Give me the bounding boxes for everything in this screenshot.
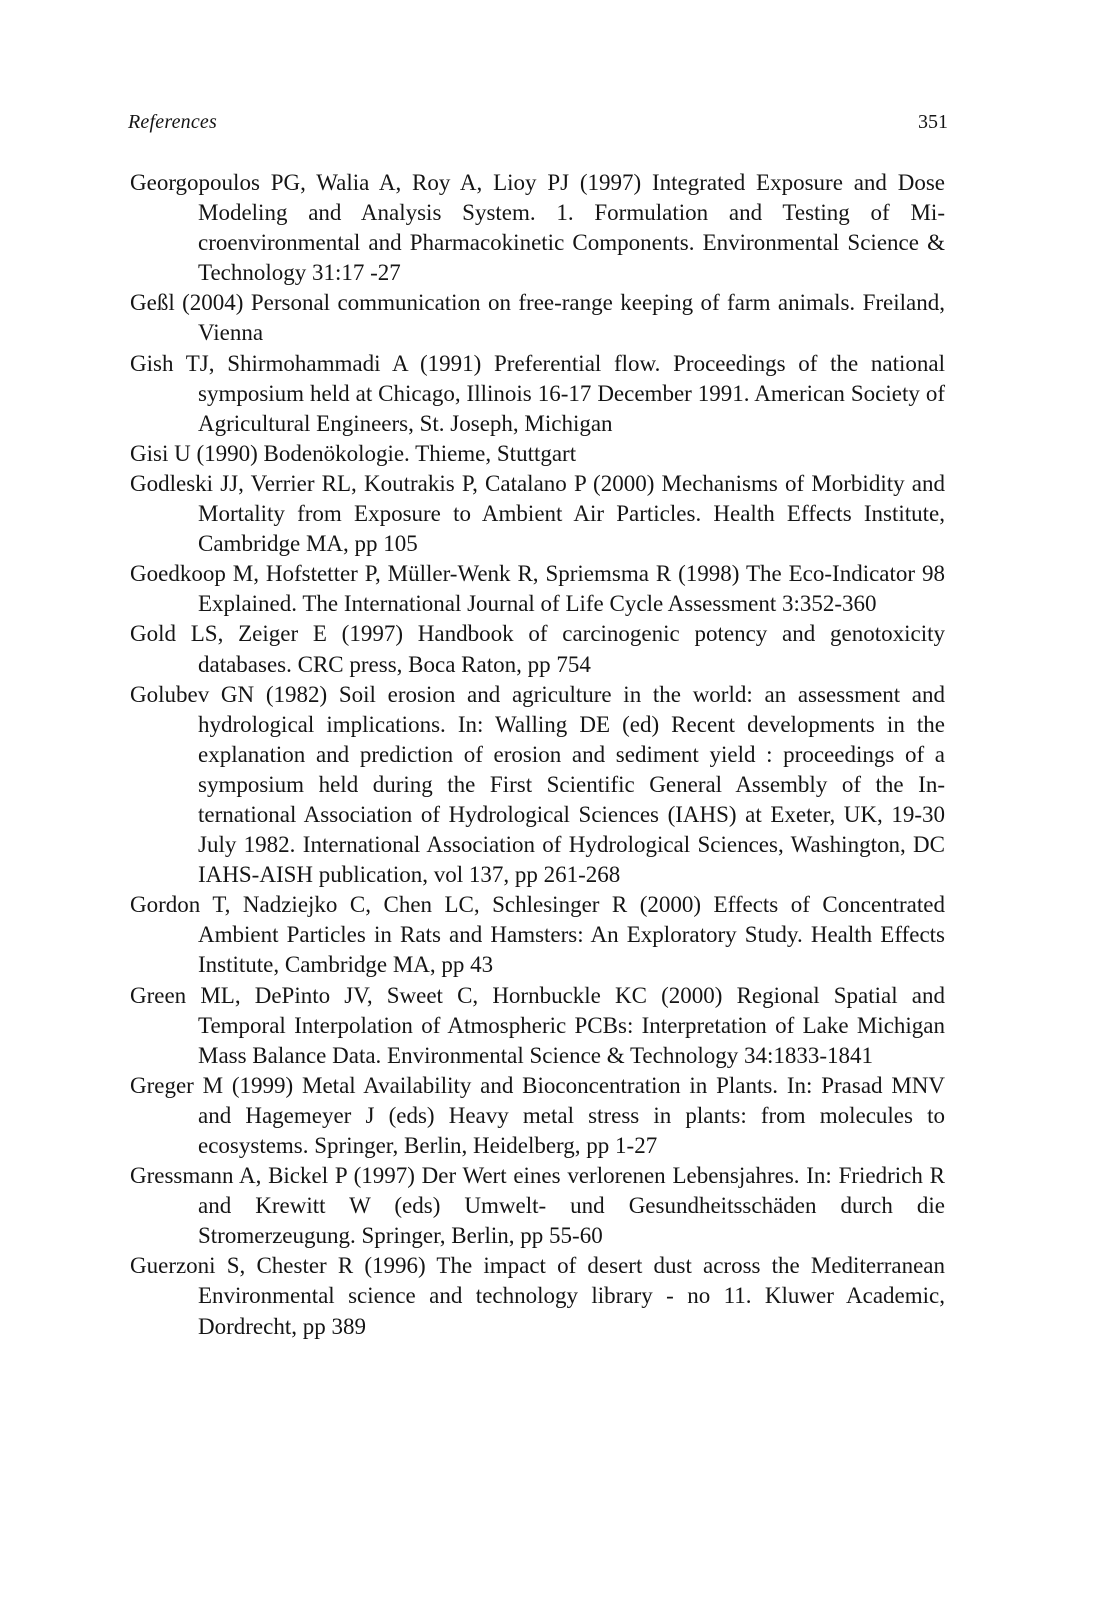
reference-entry: Guerzoni S, Chester R (1996) The impact of desert dust across the Mediterranean Environmental science and technology library - no 11. Kluwer Academic, Dordrecht, pp 389 xyxy=(130,1253,945,1339)
reference-entry: Gish TJ, Shirmohammadi A (1991) Preferential flow. Proceedings of the national symposium held at Chicago, Illinois 16-17 December 1991. American Society of Agricultural Engineers, St. Joseph, Michigan xyxy=(130,350,945,436)
running-header xyxy=(128,111,948,143)
reference-entry: Goedkoop M, Hofstetter P, Müller-Wenk R, Spriemsma R (1998) The Eco-Indicator 98 Explained. The International Journal of Life Cycle Assessment 3:352-360 xyxy=(130,561,945,617)
running-title: References xyxy=(128,111,217,133)
reference-entry: Gressmann A, Bickel P (1997) Der Wert eines verlorenen Lebensjahres. In: Friedrich R and Krewitt W (eds) Umwelt- und Gesundheitsschäden durch die Stromerzeugung. Springer, Berlin, pp 55-60 xyxy=(130,1163,945,1249)
reference-entry: Golubev GN (1982) Soil erosion and agriculture in the world: an assessment and hydrological implications. In: Walling DE (ed) Recent developments in the explanation and prediction of erosion and sediment yield : proceedings of a symposium held during the First Scientific General Assembly of the International Association of Hydrological Sciences (IAHS) at Exeter, UK, 19-30 July 1982. International Association of Hydrological Sciences, Washington, DC IAHS-AISH publication, vol 137, pp 261-268 xyxy=(130,681,945,888)
reference-entry: Geßl (2004) Personal communication on free-range keeping of farm animals. Freiland, Vienna xyxy=(130,290,945,346)
reference-entry: Gordon T, Nadziejko C, Chen LC, Schlesinger R (2000) Effects of Concentrated Ambient Particles in Rats and Hamsters: An Exploratory Study. Health Effects Institute, Cambridge MA, pp 43 xyxy=(130,892,945,978)
reference-entry: Gold LS, Zeiger E (1997) Handbook of carcinogenic potency and genotoxicity databases. CRC press, Boca Raton, pp 754 xyxy=(130,621,945,677)
reference-list xyxy=(130,168,945,1342)
reference-entry: Greger M (1999) Metal Availability and Bioconcentration in Plants. In: Prasad MNV and Hagemeyer J (eds) Heavy metal stress in plants: from molecules to ecosystems. Springer, Berlin, Heidelberg, pp 1-27 xyxy=(130,1072,945,1158)
reference-entry: Green ML, DePinto JV, Sweet C, Hornbuckle KC (2000) Regional Spatial and Temporal Interpolation of Atmospheric PCBs: Interpretation of Lake Michigan Mass Balance Data. Environmental Science & Technology 34:1833-1841 xyxy=(130,982,945,1068)
page-number: 351 xyxy=(918,111,948,133)
reference-entry: Gisi U (1990) Bodenökologie. Thieme, Stuttgart xyxy=(130,440,577,466)
reference-entry: Georgopoulos PG, Walia A, Roy A, Lioy PJ (1997) Integrated Exposure and Dose Modeling and Analysis System. 1. Formulation and Testing of Microenvironmental and Pharmacokinetic Components. Environmental Science & Technology 31:17 -27 xyxy=(130,170,945,286)
reference-entry: Godleski JJ, Verrier RL, Koutrakis P, Catalano P (2000) Mechanisms of Morbidity and Mortality from Exposure to Ambient Air Particles. Health Effects Institute, Cambridge MA, pp 105 xyxy=(130,470,945,557)
